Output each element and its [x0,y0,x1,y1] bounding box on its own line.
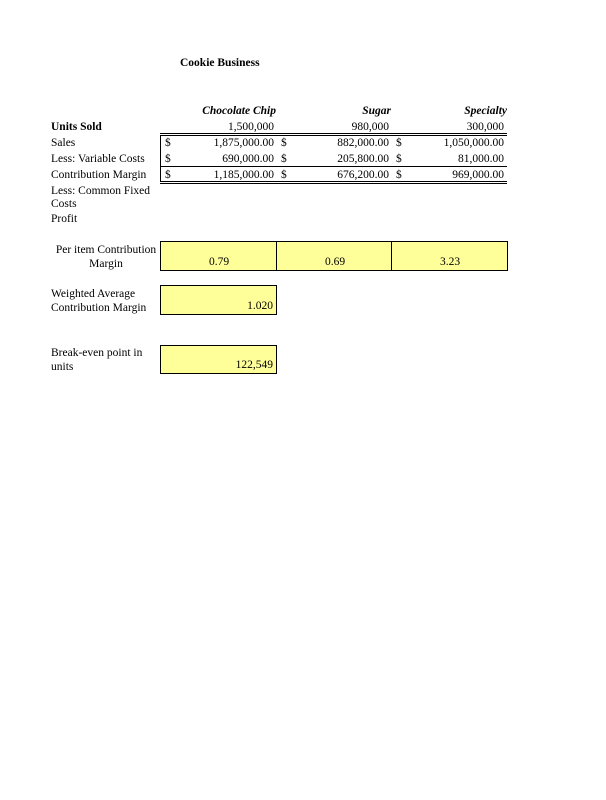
breakeven-label: Break-even point in [51,347,143,359]
currency-symbol: $ [165,137,171,149]
currency-symbol: $ [281,137,287,149]
subtotal-rule [160,166,507,167]
per-item-chocolate-chip-cell [160,241,277,271]
per-item-chocolate-chip: 0.79 [209,256,230,268]
per-item-label: Per item Contribution [55,244,157,256]
total-rule [160,181,507,182]
breakeven-value: 122,549 [235,359,273,371]
total-rule-2 [160,183,507,184]
contribution-margin-chocolate-chip: 1,185,000.00 [213,169,274,181]
contribution-margin-label: Contribution Margin [51,169,147,181]
currency-symbol: $ [396,137,402,149]
currency-symbol: $ [165,169,171,181]
profit-label: Profit [51,213,78,225]
currency-symbol: $ [165,153,171,165]
page-title: Cookie Business [180,57,260,69]
variable-costs-label: Less: Variable Costs [51,153,145,165]
common-fixed-costs-label: Less: Common Fixed [51,185,151,197]
column-header-specialty: Specialty [464,105,507,117]
per-item-sugar: 0.69 [325,256,346,268]
sales-sugar: 882,000.00 [337,137,389,149]
contribution-margin-sugar: 676,200.00 [337,169,389,181]
contribution-margin-specialty: 969,000.00 [452,169,504,181]
sales-label: Sales [51,137,76,149]
variable-costs-sugar: 205,800.00 [337,153,389,165]
units-sold-specialty: 300,000 [466,121,504,133]
per-item-sugar-cell [276,241,392,271]
weighted-average-label: Weighted Average [51,288,136,300]
weighted-average-cell [160,285,277,315]
currency-symbol: $ [396,169,402,181]
variable-costs-specialty: 81,000.00 [458,153,504,165]
column-header-chocolate-chip: Chocolate Chip [202,105,276,117]
column-header-sugar: Sugar [362,105,391,117]
currency-symbol: $ [281,153,287,165]
currency-symbol: $ [281,169,287,181]
units-sold-sugar: 980,000 [351,121,389,133]
header-rule [160,133,507,134]
units-sold-label: Units Sold [51,121,102,133]
variable-costs-chocolate-chip: 690,000.00 [222,153,274,165]
units-sold-chocolate-chip: 1,500,000 [228,121,274,133]
breakeven-cell [160,345,277,374]
sales-chocolate-chip: 1,875,000.00 [213,137,274,149]
breakeven-label-2: units [51,361,74,373]
per-item-specialty-cell [391,241,508,271]
per-item-label-2: Margin [89,258,123,270]
currency-symbol: $ [396,153,402,165]
common-fixed-costs-label-2: Costs [51,198,77,210]
sales-specialty: 1,050,000.00 [443,137,504,149]
weighted-average-label-2: Contribution Margin [51,302,147,314]
weighted-average-value: 1.020 [247,300,273,312]
per-item-specialty: 3.23 [440,256,461,268]
